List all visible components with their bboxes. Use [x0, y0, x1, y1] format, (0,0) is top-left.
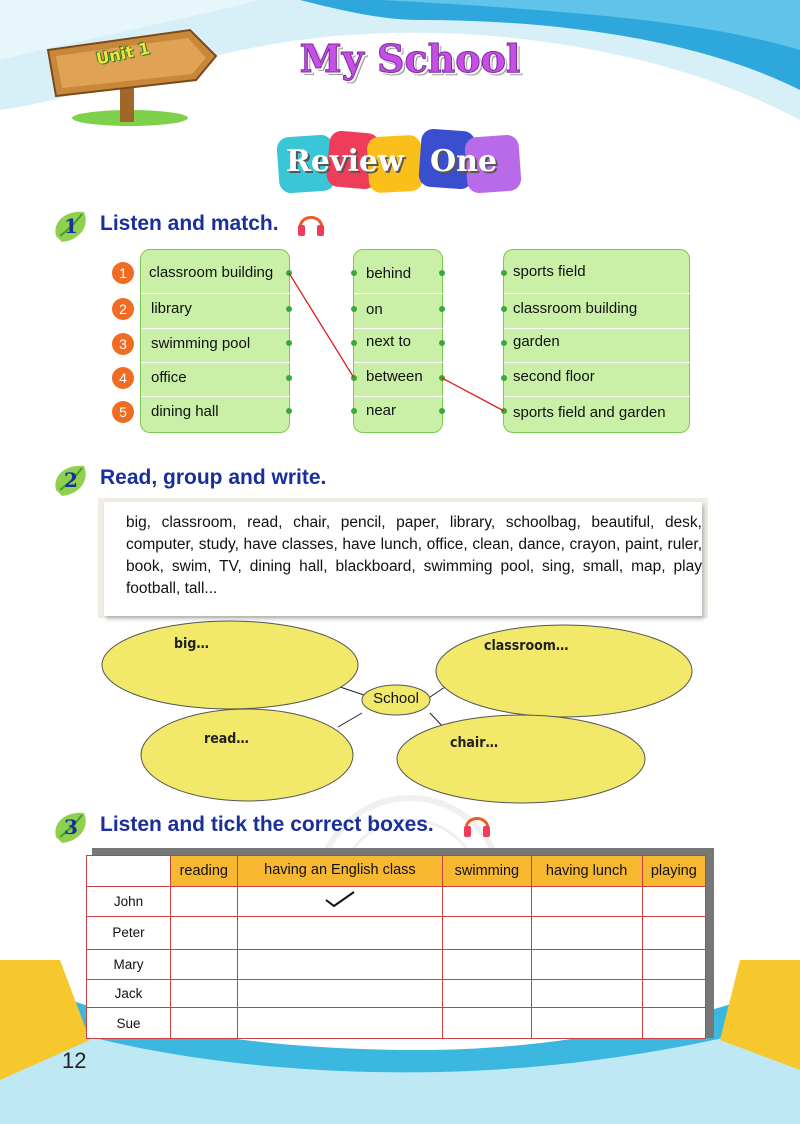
- tick-box[interactable]: [642, 949, 705, 980]
- word-bank-text: big, classroom, read, chair, pencil, paper, library, schoolbag, beautiful, desk, computer, study, have classes, have lunch, office, clean, dance, crayon, paint, ruler, book, swim, TV, dining hall, blackboard, swimming pool, sing, small, map, play football, tall...: [126, 514, 702, 597]
- page-title: My School: [299, 36, 521, 81]
- tick-box-checked[interactable]: [237, 886, 443, 917]
- tick-box[interactable]: [171, 917, 238, 950]
- tick-box[interactable]: [443, 917, 531, 950]
- bubble-big: [102, 621, 358, 709]
- bubble-label-big: big…: [174, 636, 209, 652]
- table-row: [87, 949, 706, 980]
- unit-label: Unit 1: [94, 38, 152, 69]
- tick-box[interactable]: [443, 1008, 531, 1039]
- review-one-banner: [276, 128, 526, 198]
- tick-box[interactable]: [531, 886, 642, 917]
- match-item-classroom-building-2[interactable]: classroom building: [513, 299, 638, 317]
- match-column-prepositions: [353, 249, 443, 433]
- match-number-3: 3: [112, 333, 134, 355]
- match-item-classroom-building[interactable]: classroom building: [149, 263, 274, 281]
- row-label-mary: Mary: [87, 949, 171, 980]
- tick-box[interactable]: [531, 980, 642, 1008]
- link-read: [338, 713, 362, 727]
- match-column-locations: [503, 249, 690, 433]
- tick-box[interactable]: [443, 980, 531, 1008]
- section-1-title: Listen and match.: [100, 212, 279, 235]
- bubble-label-chair: chair…: [450, 735, 499, 751]
- col-header-having-lunch: having lunch: [531, 856, 642, 887]
- match-item-library[interactable]: library: [151, 299, 192, 317]
- match-item-near[interactable]: near: [366, 401, 397, 419]
- table-row: [87, 917, 706, 950]
- col-header-english-class: having an English class: [237, 856, 443, 887]
- tick-box[interactable]: [642, 1008, 705, 1039]
- tick-box[interactable]: [642, 917, 705, 950]
- tick-box[interactable]: [642, 886, 705, 917]
- tick-box[interactable]: [531, 949, 642, 980]
- one-word: One: [430, 144, 498, 179]
- review-word: Review: [286, 144, 404, 179]
- match-item-behind[interactable]: behind: [366, 264, 412, 282]
- headphones-icon[interactable]: [462, 809, 492, 839]
- row-label-john: John: [87, 886, 171, 917]
- table-corner-cell: [87, 856, 171, 887]
- section-1-number: 1: [64, 214, 78, 238]
- school-center-label: School: [373, 690, 419, 707]
- tick-box[interactable]: [531, 1008, 642, 1039]
- row-label-sue: Sue: [87, 1008, 171, 1039]
- match-column-places: [140, 249, 290, 433]
- match-item-office[interactable]: office: [151, 368, 187, 386]
- match-item-sports-field[interactable]: sports field: [513, 262, 586, 280]
- section-3-number: 3: [64, 815, 78, 839]
- unit-signpost-icon: [40, 20, 230, 132]
- section-1-header: [50, 206, 550, 246]
- tick-box[interactable]: [531, 917, 642, 950]
- tick-table: [86, 855, 706, 1039]
- link-classroom: [430, 687, 445, 697]
- match-number-5: 5: [112, 401, 134, 423]
- row-label-jack: Jack: [87, 980, 171, 1008]
- tick-box[interactable]: [171, 949, 238, 980]
- bubble-label-read: read…: [204, 731, 249, 747]
- match-item-next-to[interactable]: next to: [366, 332, 412, 350]
- section-2-title: Read, group and write.: [100, 466, 327, 489]
- tick-box[interactable]: [237, 980, 443, 1008]
- headphones-icon[interactable]: [296, 208, 326, 238]
- tick-box[interactable]: [237, 1008, 443, 1039]
- tick-box[interactable]: [237, 917, 443, 950]
- table-header-row: [87, 856, 706, 887]
- section-2-header: [50, 460, 550, 500]
- word-bank-card: [104, 502, 702, 616]
- col-header-playing: playing: [642, 856, 705, 887]
- match-item-sports-field-and-garden[interactable]: sports field and garden: [513, 403, 666, 421]
- row-label-peter: Peter: [87, 917, 171, 950]
- match-number-4: 4: [112, 367, 134, 389]
- page-number: 12: [62, 1048, 87, 1073]
- match-item-on[interactable]: on: [366, 300, 383, 318]
- col-header-reading: reading: [171, 856, 238, 887]
- tick-box[interactable]: [443, 886, 531, 917]
- tick-box[interactable]: [642, 980, 705, 1008]
- match-number-2: 2: [112, 298, 134, 320]
- match-number-1: 1: [112, 262, 134, 284]
- match-item-between[interactable]: between: [366, 367, 423, 385]
- section-3-title: Listen and tick the correct boxes.: [100, 813, 434, 836]
- tick-box[interactable]: [171, 1008, 238, 1039]
- match-item-garden[interactable]: garden: [513, 332, 560, 350]
- answer-line-1: [289, 273, 354, 378]
- table-row: [87, 980, 706, 1008]
- section-2-number: 2: [64, 468, 78, 492]
- match-item-swimming-pool[interactable]: swimming pool: [151, 334, 251, 352]
- tick-box[interactable]: [171, 980, 238, 1008]
- table-row: [87, 886, 706, 917]
- match-item-dining-hall[interactable]: dining hall: [151, 402, 219, 420]
- tick-box[interactable]: [237, 949, 443, 980]
- col-header-swimming: swimming: [443, 856, 531, 887]
- match-item-second-floor[interactable]: second floor: [513, 367, 595, 385]
- bubble-label-classroom: classroom…: [484, 638, 569, 654]
- bubble-read: [141, 709, 353, 801]
- table-row: [87, 1008, 706, 1039]
- checkmark-icon: [322, 890, 358, 910]
- section-3-header: [50, 807, 550, 847]
- tick-box[interactable]: [443, 949, 531, 980]
- answer-line-2: [442, 378, 504, 411]
- tick-box[interactable]: [171, 886, 238, 917]
